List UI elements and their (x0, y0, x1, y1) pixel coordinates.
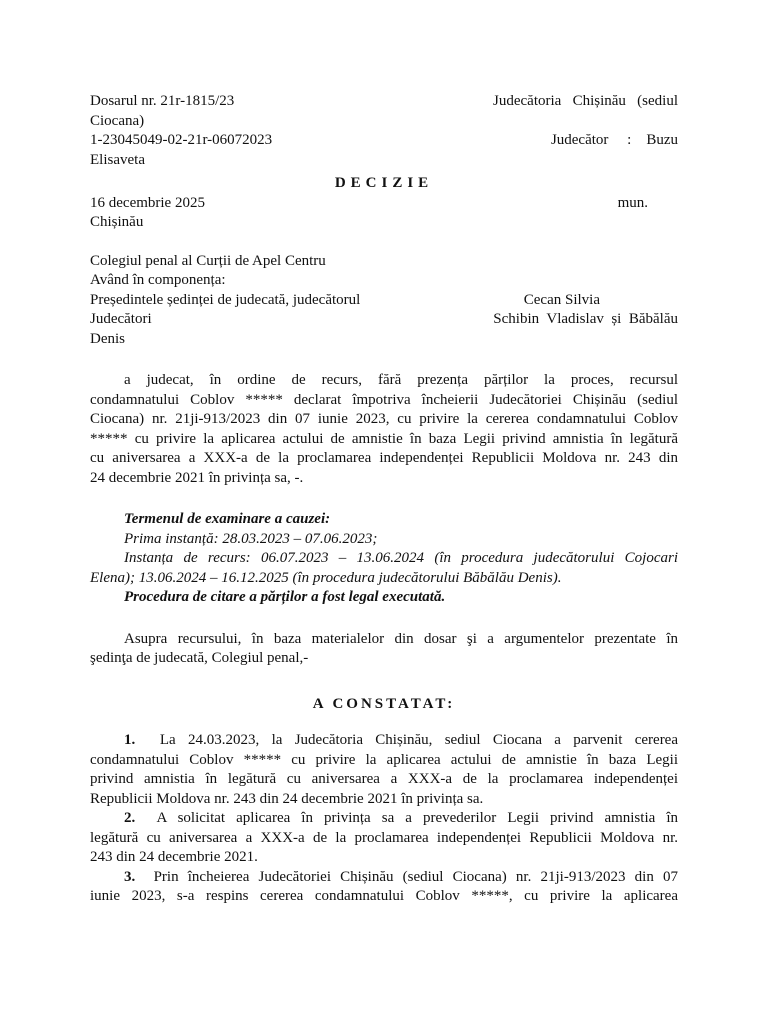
considering-line: Asupra recursului, în baza materialelor din dosar şi a argumentelor prezentate în (124, 630, 678, 647)
considering-paragraph (90, 630, 678, 669)
point-line: Republicii Moldova nr. 243 din 24 decembrie 2021 în privința sa. (90, 790, 484, 807)
document-page (90, 92, 678, 907)
point-line (90, 731, 678, 751)
term-appeal-line: Instanța de recurs: 06.07.2023 – 13.06.2024 (în procedura judecătorului Cojocari (124, 550, 678, 566)
file-id: 1-23045049-02-21r-06072023 (90, 132, 273, 148)
court-name-continued: Ciocana) (90, 112, 145, 129)
point-line: condamnatului Coblov ***** cu privire la aplicarea actului de amnistie în baza Legii (90, 751, 678, 768)
intro-line: Ciocana) nr. 21ji-913/2023 din 07 iunie 2023, cu privire la cererea condamnatului Coblov (90, 411, 678, 427)
term-block (90, 510, 678, 608)
document-title: DECIZIE (334, 175, 434, 191)
intro-line: 24 decembrie 2021 în privința sa, -. (90, 469, 304, 486)
point-number: 2. (124, 810, 136, 826)
section-title: A CONSTATAT: (312, 695, 456, 712)
intro-line: a judecat, în ordine de recurs, fără prezența părților la proces, recursul (124, 372, 678, 388)
intro-paragraph (90, 371, 678, 488)
point-line: iunie 2023, s-a respins cererea condamnatului Coblov *****, cu privire la aplicarea (90, 888, 678, 904)
point-line: privind amnistia în legătură cu aniversarea a XXX-a de la proclamarea independenței (90, 771, 678, 787)
panel-court: Colegiul penal al Curții de Apel Centru (90, 252, 326, 269)
term-appeal-line: Elena); 13.06.2024 – 16.12.2025 (în procedura judecătorului Băbălău Denis). (90, 569, 562, 586)
point-line: legătură cu aniversarea a XXX-a de la proclamarea independenței Republicii Moldova nr. (90, 829, 678, 846)
judges-names: Schibin Vladislav și Băbălău (493, 311, 678, 327)
point-text: Prin încheierea Judecătoriei Chișinău (sediul Ciocana) nr. 21ji-913/2023 din 07 (153, 868, 678, 885)
considering-line: şedinţa de judecată, Colegiul penal,- (90, 650, 309, 666)
intro-line: condamnatului Coblov ***** declarat împotriva încheierii Judecătoriei Chișinău (sediul (90, 391, 678, 408)
judges-label: Judecători (90, 311, 152, 327)
panel-composition-label: Având în componența: (90, 272, 226, 288)
summons-note: Procedura de citare a părților a fost legal executată. (124, 589, 446, 605)
decision-date: 16 decembrie 2025 (90, 194, 205, 211)
judges-names-continued: Denis (90, 330, 125, 347)
president-row (90, 291, 678, 311)
point-line (90, 868, 678, 888)
point-2 (90, 809, 678, 868)
intro-line: ***** cu privire la aplicarea actului de amnistie în baza Legii privind amnistia în legătură (90, 430, 678, 447)
date-row (90, 194, 678, 214)
point-line (90, 809, 678, 829)
term-heading: Termenul de examinare a cauzei: (124, 511, 331, 527)
judge-name: Elisaveta (90, 151, 145, 168)
place: Chișinău (90, 214, 144, 230)
point-text: La 24.03.2023, la Judecătoria Chișinău, sediul Ciocana a parvenit cererea (159, 732, 678, 748)
president-name: Cecan Silvia (523, 291, 600, 308)
term-first-instance: Prima instanță: 28.03.2023 – 07.06.2023; (124, 530, 378, 547)
judge-label: Judecător : Buzu (550, 132, 678, 148)
point-number: 3. (124, 868, 136, 885)
judges-row (90, 310, 678, 330)
intro-line: cu aniversarea a XXX-a de la proclamarea independenței Republicii Moldova nr. 243 din (90, 450, 678, 466)
point-line: 243 din 24 decembrie 2021. (90, 849, 258, 865)
point-text: A solicitat aplicarea în privința sa a prevederilor Legii privind amnistia în (156, 810, 678, 826)
point-number: 1. (124, 732, 136, 748)
president-label: Președintele ședinței de judecată, judecătorul (90, 291, 361, 308)
case-number: Dosarul nr. 21r-1815/23 (90, 93, 235, 109)
header-row-1 (90, 92, 678, 112)
point-1 (90, 731, 678, 809)
point-3 (90, 868, 678, 907)
court-name: Judecătoria Chișinău (sediul (493, 93, 678, 109)
place-prefix: mun. (617, 194, 648, 211)
header-row-2 (90, 131, 678, 151)
